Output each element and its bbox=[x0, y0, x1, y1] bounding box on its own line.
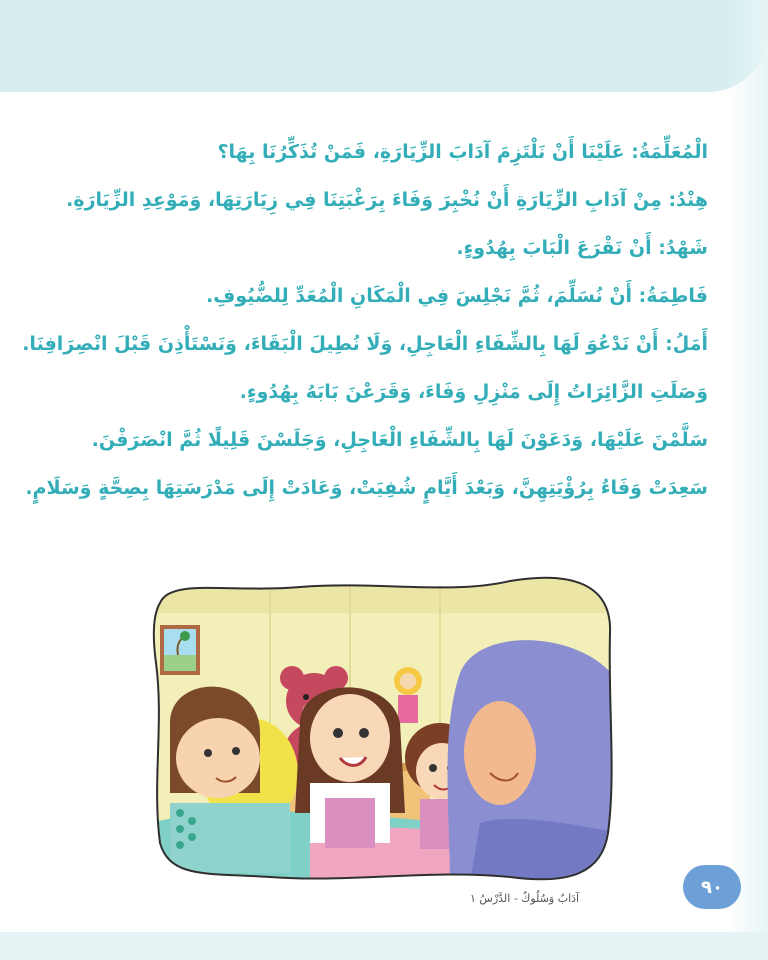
story-text bbox=[22, 128, 708, 512]
visit-illustration bbox=[150, 573, 618, 883]
line-narration-arrival: وَصَلَتِ الزَّائِرَاتُ إِلَى مَنْزِلِ وَفَاءَ، وَقَرَعْنَ بَابَهُ بِهُدُوءٍ. bbox=[239, 381, 708, 403]
visiting-girl-middle bbox=[295, 687, 405, 848]
page-number: ٩٠ bbox=[701, 876, 723, 898]
lesson-label: آدَابٌ وَسُلُوكٌ - الدَّرْسُ ١ bbox=[470, 892, 580, 905]
line-narration-recovery: سَعِدَتْ وَفَاءُ بِرُؤْيَتِهِنَّ، وَبَعْدَ أَيَّامٍ شُفِيَتْ، وَعَادَتْ إِلَى مَدْرَسَتِهَا بِصِحَّةٍ وَسَلَامٍ. bbox=[25, 477, 708, 499]
footer-band bbox=[0, 932, 768, 960]
page-edge-shade bbox=[728, 0, 768, 960]
line-narration-greeting: سَلَّمْنَ عَلَيْهَا، وَدَعَوْنَ لَهَا بِالشِّفَاءِ الْعَاجِلِ، وَجَلَسْنَ قَلِيلًا ثُمَّ انْصَرَفْنَ. bbox=[91, 429, 708, 451]
line-shahd: شَهْدُ: أَنْ نَقْرَعَ الْبَابَ بِهُدُوءٍ. bbox=[456, 237, 708, 259]
header-band bbox=[0, 0, 768, 92]
teacher-in-hijab bbox=[448, 640, 619, 883]
page-number-badge bbox=[683, 865, 741, 909]
toy-doll bbox=[394, 667, 422, 723]
line-amal: أَمَلُ: أَنْ نَدْعُوَ لَهَا بِالشِّفَاءِ الْعَاجِلِ، وَلَا نُطِيلَ الْبَقَاءَ، وَنَسْتَأْذِنَ قَبْلَ انْصِرَافِنَا. bbox=[22, 333, 708, 355]
line-teacher: الْمُعَلِّمَةُ: عَلَيْنَا أَنْ نَلْتَزِمَ آدَابَ الزِّيَارَةِ، فَمَنْ تُذَكِّرُنَا بِهَا؟ bbox=[217, 141, 708, 163]
wall-picture bbox=[160, 625, 200, 675]
line-fatima: فَاطِمَةُ: أَنْ نُسَلِّمَ، ثُمَّ نَجْلِسَ فِي الْمَكَانِ الْمُعَدِّ لِلضُّيُوفِ. bbox=[206, 285, 708, 307]
line-hind: هِنْدُ: مِنْ آدَابِ الزِّيَارَةِ أَنْ نُخْبِرَ وَفَاءَ بِرَغْبَتِنَا فِي زِيَارَتِهَا، وَمَوْعِدِ الزِّيَارَةِ. bbox=[66, 189, 708, 211]
